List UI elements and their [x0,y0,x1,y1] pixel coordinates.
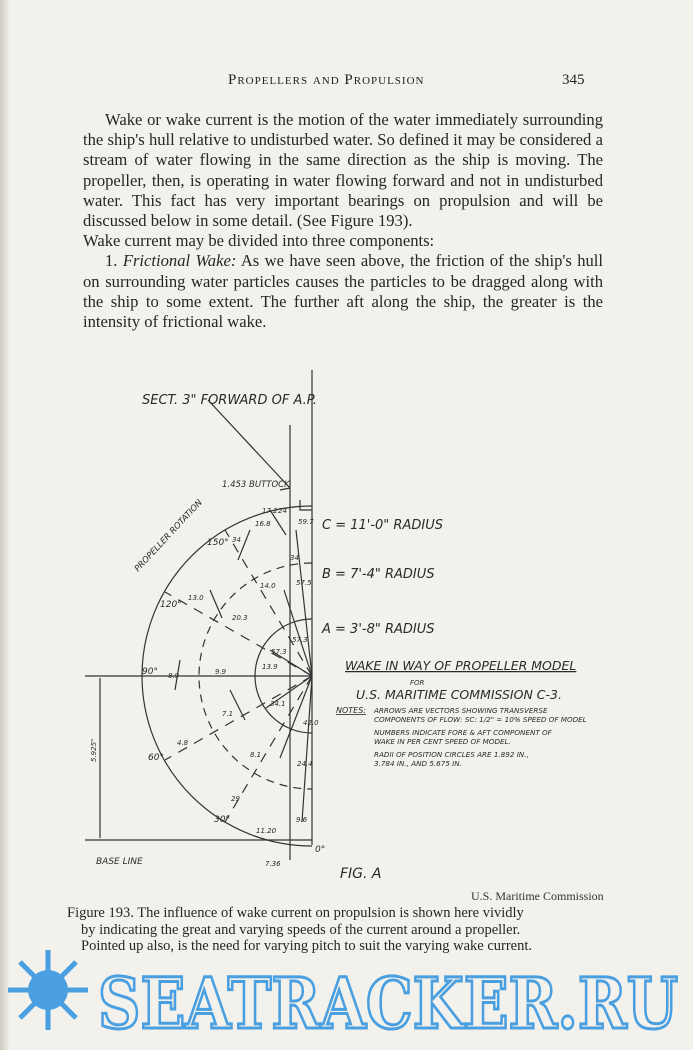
paragraph-wake-definition: Wake or wake current is the motion of the water immediately surrounding the ship's hull relative to undisturbed water. So defined it may be considered a stream of water flowing in the same direction as the ship is moving. The propeller, then, is operating in water flowing forward and not in undisturbed water. This fact has very important bearings on propulsion and will be discussed below in some detail. (See Figure 193). [83,110,603,231]
value-label: 29 [231,795,240,803]
caption-line: Pointed up also, is the need for varying pitch to suit the varying wake current. [81,938,533,955]
value-label: 34 [232,536,241,544]
value-label: 57.3 [271,648,287,656]
figure-credit: U.S. Maritime Commission [471,889,604,903]
running-title: Propellers and Propulsion [228,72,425,88]
note-line: 3.784 IN., AND 5.675 IN. [374,759,462,768]
angle-label: 30° [214,815,230,825]
value-label: 9.9 [215,668,227,676]
list-number: 1. [105,251,118,271]
diagram-lines [85,370,312,860]
angle-label: 150° [207,538,229,548]
vector [210,590,222,618]
angle-label: 0° [315,845,326,855]
caption-line: Figure 193. The influence of wake current on propulsion is shown here vividly [67,905,524,921]
section-diagonal [208,400,290,488]
radius-a-label: A = 3'-8" RADIUS [322,622,435,637]
diagram-labels [90,393,587,882]
value-label: 34.1 [270,700,286,708]
watermark [0,940,693,1050]
frictional-wake-text: As we have seen above, the friction of the ship's hull on surrounding water particles causes the particles to be dragged along with the ship to some extent. The further aft along the ship, the greater is the intensity of frictional wake. [83,251,604,332]
value-label: 7.36 [265,860,281,868]
buttock-label: 1.453 BUTTOCK [222,480,290,490]
watermark-logo-icon [8,950,88,1030]
value-label: 16.8 [255,520,271,528]
notes-label: NOTES: [336,706,366,715]
value-label: 20.3 [232,614,248,622]
figure-label: FIG. A [340,866,382,882]
hull-profile [300,500,312,510]
value-label: 42.0 [303,719,319,727]
value-label: 59.7 [298,518,314,526]
angle-label: 60° [148,753,164,763]
note-line: RADII OF POSITION CIRCLES ARE 1.892 IN., [374,750,529,759]
value-label: 14.0 [260,582,276,590]
value-label: 13.0 [188,594,204,602]
value-label: 9.6 [296,816,308,824]
section-label: SECT. 3" FORWARD OF A.P. [142,393,317,408]
value-label: 4.8 [177,739,189,747]
value-label: 24 [278,507,287,515]
wake-diagram [0,360,693,890]
note-line: WAKE IN PER CENT SPEED OF MODEL. [374,737,511,746]
diagram-title: WAKE IN WAY OF PROPELLER MODEL [345,658,577,673]
value-label: 57.3 [292,636,308,644]
body-text [83,110,603,332]
term-frictional-wake: Frictional Wake: [122,251,237,271]
value-label: 8.9 [168,672,180,680]
value-label: 17.2 [262,507,278,515]
value-label: 57.5 [296,579,312,587]
value-label: 11.20 [256,827,277,835]
note-line: COMPONENTS OF FLOW: SC: 1/2" = 10% SPEED OF MODEL [374,715,587,724]
radius-b-label: B = 7'-4" RADIUS [322,567,435,582]
commission-label: U.S. MARITIME COMMISSION C-3. [356,687,562,702]
watermark-text: SEATRACKER.RU [98,962,678,1045]
page-number: 345 [562,72,585,88]
radius-c-label: C = 11'-0" RADIUS [322,518,443,533]
value-label: 7.1 [222,710,234,718]
angle-label: 90° [142,667,158,677]
caption-line: by indicating the great and varying speeds of the current around a propeller. [81,921,521,938]
rotation-label: PROPELLER ROTATION [132,498,205,575]
vector [238,530,250,560]
baseline-label: BASE LINE [96,857,143,867]
paragraph-frictional-wake [83,251,603,332]
height-label: 5.925" [90,738,98,762]
value-label: 34 [290,554,299,562]
value-label: 24.4 [297,760,313,768]
value-label: 13.9 [262,663,278,671]
value-label: 8.1 [250,751,262,759]
angle-label: 120° [160,600,182,610]
diagram-for: FOR [410,679,425,687]
paragraph-components: Wake current may be divided into three components: [83,231,435,251]
note-line: NUMBERS INDICATE FORE & AFT COMPONENT OF [374,728,552,737]
note-line: ARROWS ARE VECTORS SHOWING TRANSVERSE [374,706,548,715]
